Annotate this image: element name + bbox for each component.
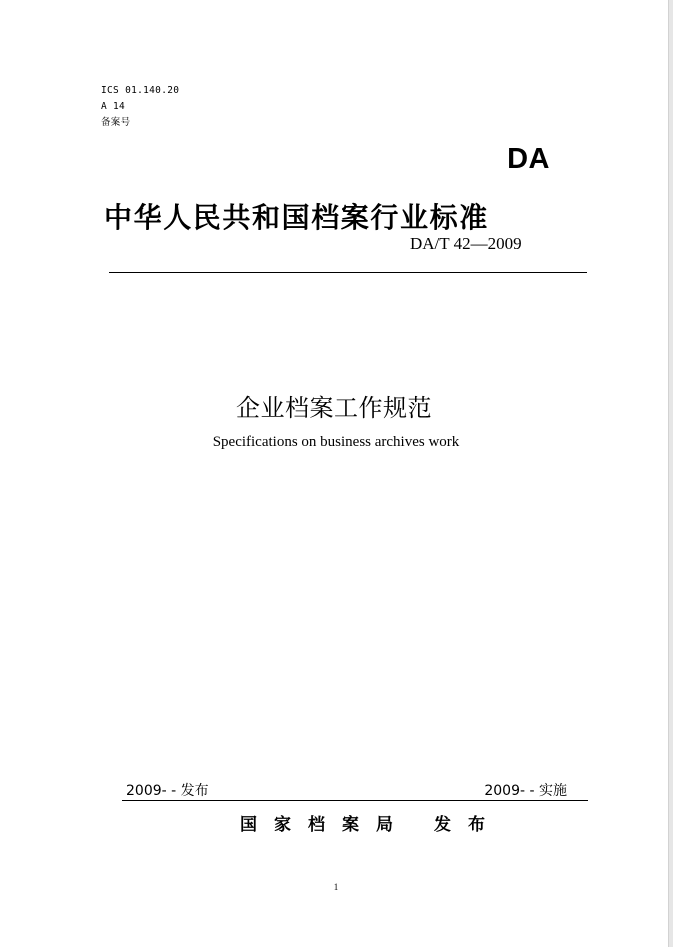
document-subtitle: Specifications on business archives work [212, 434, 460, 450]
effective-date: 2009- - 实施 [484, 783, 567, 799]
page-number: 1 [333, 882, 339, 892]
footer-divider [122, 800, 588, 801]
scrollbar[interactable] [668, 0, 673, 947]
standard-title: 中华人民共和国档案行业标准 [104, 201, 489, 234]
classification-block [101, 83, 179, 131]
class-code: A 14 [101, 101, 126, 112]
filing-number-label: 备案号 [101, 117, 131, 128]
issuer-action: 发布 [434, 815, 502, 835]
publish-date: 2009- - 发布 [126, 783, 209, 799]
standard-code: DA/T 42—2009 [410, 234, 522, 253]
issuer-org: 国家档案局 [240, 815, 410, 835]
issuer-line [240, 810, 502, 835]
document-title: 企业档案工作规范 [236, 394, 432, 422]
standard-logo: DA [507, 143, 550, 175]
header-divider [109, 272, 587, 273]
ics-code: ICS 01.140.20 [101, 85, 180, 96]
